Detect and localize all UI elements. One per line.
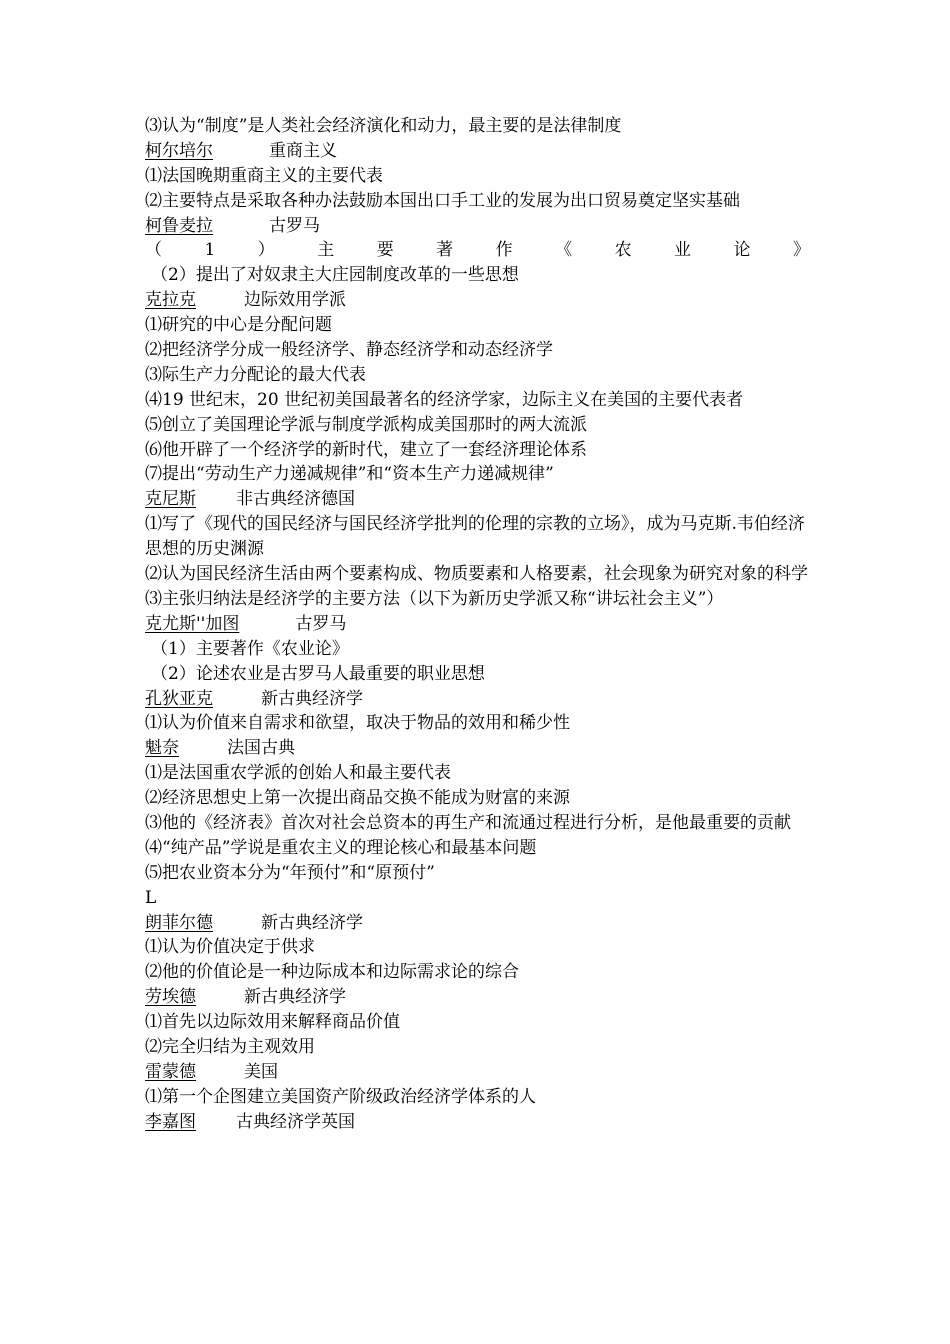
entry-header [145, 687, 810, 712]
spaced-char: 1 [204, 240, 216, 261]
text-line: （2）论述农业是古罗马人最重要的职业思想 [151, 663, 485, 684]
text-line: ⑴是法国重农学派的创始人和最主要代表 [145, 763, 451, 784]
spaced-char: 要 [376, 240, 394, 261]
economist-name: 克尤斯''加图 [145, 613, 240, 634]
economist-name: 李嘉图 [145, 1111, 196, 1132]
entry-header [145, 911, 810, 936]
entry-header [145, 612, 810, 637]
spaced-char: 作 [495, 240, 513, 261]
text-line: ⑷“纯产品”学说是重农主义的理论核心和最基本问题 [145, 837, 537, 858]
spaced-char: 主 [317, 240, 335, 261]
entry-header [145, 985, 810, 1010]
text-line: （1）主要著作《农业论》 [151, 638, 349, 659]
spaced-char: 著 [436, 240, 454, 261]
text-line: ⑹他开辟了一个经济学的新时代，建立了一套经济理论体系 [145, 439, 587, 460]
text-line: ⑴写了《现代的国民经济与国民经济学批判的伦理的宗教的立场》，成为马克斯.韦伯经济思想的历史渊源 [145, 514, 805, 560]
school-label: 新古典经济学 [261, 688, 363, 709]
school-label: 边际效用学派 [244, 290, 346, 311]
school-label: 新古典经济学 [261, 912, 363, 933]
school-label: 古典经济学英国 [236, 1111, 355, 1132]
text-line: ⑵主要特点是采取各种办法鼓励本国出口手工业的发展为出口贸易奠定坚实基础 [145, 190, 740, 211]
spaced-char: （ [145, 240, 162, 261]
economist-name: 克拉克 [145, 290, 196, 311]
entry-header [145, 736, 810, 761]
spaced-char: 业 [674, 240, 692, 261]
spaced-char: 论 [733, 240, 751, 261]
text-line: ⑴认为价值决定于供求 [145, 937, 315, 958]
text-line: ⑺提出“劳动生产力递减规律”和“资本生产力递减规律” [145, 464, 554, 485]
text-line: ⑷19 世纪末，20 世纪初美国最著名的经济学家，边际主义在美国的主要代表者 [145, 389, 744, 410]
economist-name: 劳埃德 [145, 987, 196, 1008]
spaced-char: ） [257, 240, 275, 261]
economist-name: 孔狄亚克 [145, 688, 213, 709]
text-line: （2）提出了对奴隶主大庄园制度改革的一些思想 [151, 265, 519, 286]
spaced-char: 农 [614, 240, 632, 261]
text-line: ⑵认为国民经济生活由两个要素构成、物质要素和人格要素，社会现象为研究对象的科学 [145, 564, 808, 585]
school-label: 法国古典 [227, 738, 295, 759]
entry-header [145, 487, 810, 512]
spaced-line [145, 238, 810, 263]
school-label: 非古典经济德国 [236, 489, 355, 510]
entry-header [145, 1110, 810, 1135]
text-line: ⑴研究的中心是分配问题 [145, 315, 332, 336]
entry-header [145, 1060, 810, 1085]
text-line: ⑴第一个企图建立美国资产阶级政治经济学体系的人 [145, 1086, 536, 1107]
school-label: 美国 [244, 1061, 278, 1082]
text-line: ⑸把农业资本分为“年预付”和“原预付” [145, 862, 435, 883]
economist-name: 柯鲁麦拉 [145, 215, 213, 236]
text-line: ⑴法国晚期重商主义的主要代表 [145, 165, 383, 186]
school-label: 古罗马 [269, 215, 320, 236]
school-label: 古罗马 [295, 613, 347, 634]
economist-name: 雷蒙德 [145, 1061, 196, 1082]
entry-header [145, 139, 810, 164]
spaced-char: 》 [792, 240, 810, 261]
document-body [145, 114, 810, 1135]
economist-name: 朗菲尔德 [145, 912, 213, 933]
entry-header [145, 288, 810, 313]
spaced-char: 《 [555, 240, 573, 261]
text-line: ⑵把经济学分成一般经济学、静态经济学和动态经济学 [145, 340, 553, 361]
text-line: ⑵完全归结为主观效用 [145, 1037, 315, 1058]
text-line: ⑶认为“制度”是人类社会经济演化和动力，最主要的是法律制度 [145, 116, 622, 136]
school-label: 新古典经济学 [244, 987, 346, 1008]
text-line: ⑵他的价值论是一种边际成本和边际需求论的综合 [145, 962, 519, 983]
text-line: ⑶他的《经济表》首次对社会总资本的再生产和流通过程进行分析，是他最重要的贡献 [145, 813, 791, 833]
text-line: ⑴首先以边际效用来解释商品价值 [145, 1012, 400, 1033]
text-line: L [145, 887, 157, 908]
economist-name: 克尼斯 [145, 489, 196, 510]
economist-name: 魁奈 [145, 738, 179, 759]
text-line: ⑵经济思想史上第一次提出商品交换不能成为财富的来源 [145, 788, 570, 809]
text-line: ⑴认为价值来自需求和欲望，取决于物品的效用和稀少性 [145, 713, 570, 734]
text-line: ⑸创立了美国理论学派与制度学派构成美国那时的两大流派 [145, 414, 587, 435]
entry-header [145, 214, 810, 239]
school-label: 重商主义 [269, 140, 337, 161]
text-line: ⑶际生产力分配论的最大代表 [145, 364, 366, 385]
economist-name: 柯尔培尔 [145, 140, 213, 161]
text-line: ⑶主张归纳法是经济学的主要方法（以下为新历史学派又称“讲坛社会主义”） [145, 588, 724, 609]
